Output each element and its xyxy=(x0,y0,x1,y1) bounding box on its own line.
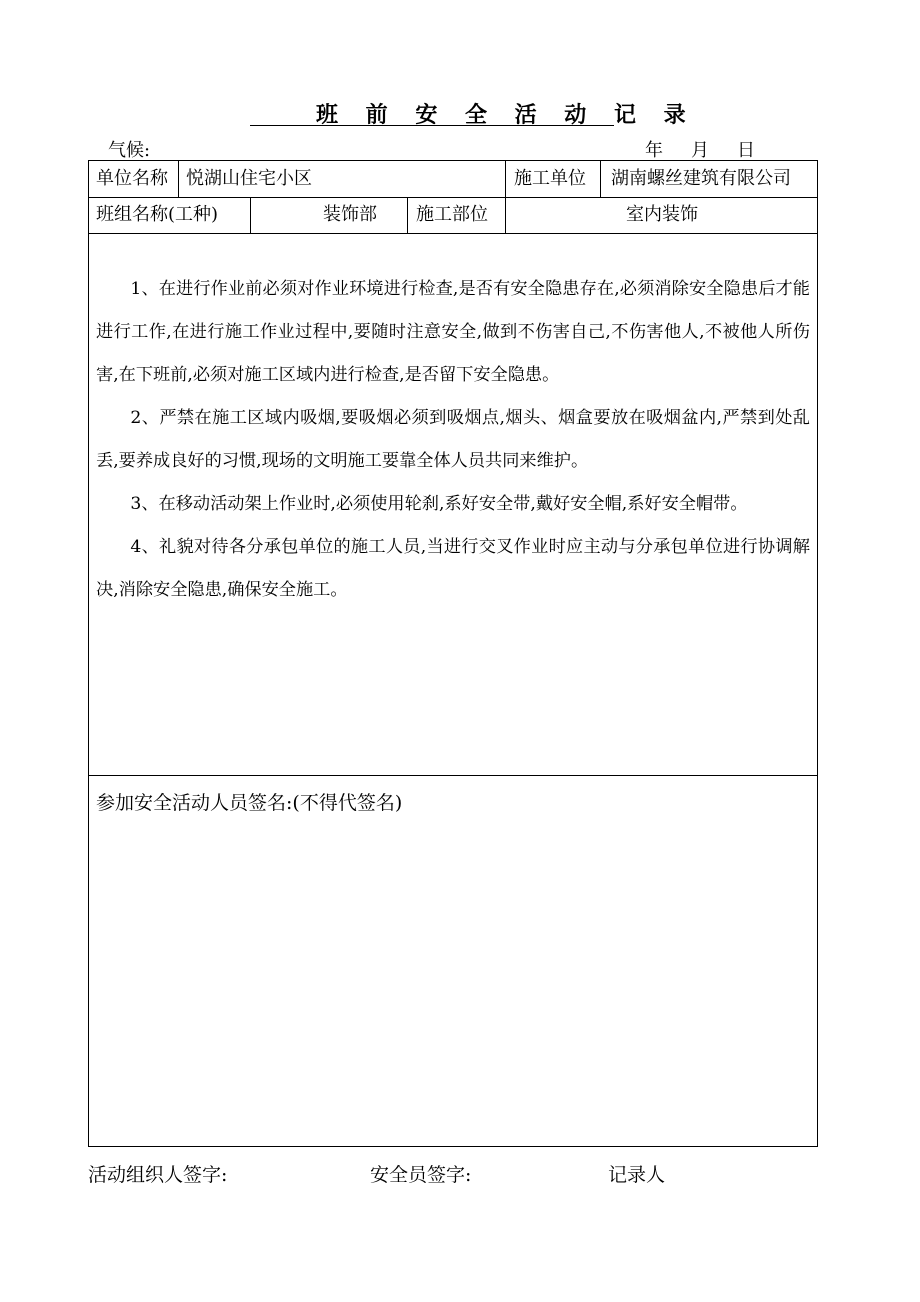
col-divider xyxy=(505,197,506,233)
weather-label: 气候: xyxy=(108,140,151,161)
team-name-label: 班组名称(工种) xyxy=(96,204,219,225)
construction-part-label: 施工部位 xyxy=(416,204,488,225)
col-divider xyxy=(407,197,408,233)
row-divider-2 xyxy=(88,233,818,234)
team-name-value: 装饰部 xyxy=(323,204,377,225)
content-divider xyxy=(88,775,818,776)
participant-signature-label: 参加安全活动人员签名:(不得代签名) xyxy=(96,792,403,814)
recorder-label: 记录人 xyxy=(608,1164,666,1186)
construction-unit-value: 湖南螺丝建筑有限公司 xyxy=(611,168,791,189)
safety-content xyxy=(96,268,810,612)
title-underline xyxy=(250,125,614,126)
row-divider-1 xyxy=(88,197,818,198)
date-line xyxy=(645,136,755,162)
col-divider xyxy=(178,160,179,197)
date-month: 月 xyxy=(691,140,709,161)
col-divider xyxy=(250,197,251,233)
safety-item-3: 3、在移动活动架上作业时,必须使用轮刹,系好安全带,戴好安全帽,系好安全帽带。 xyxy=(130,494,748,514)
organizer-signature-label: 活动组织人签字: xyxy=(88,1164,228,1186)
safety-item-2: 2、严禁在施工区域内吸烟,要吸烟必须到吸烟点,烟头、烟盒要放在吸烟盆内,严禁到处乱丢,要养成良好的习惯,现场的文明施工要靠全体人员共同来维护。 xyxy=(96,408,810,471)
construction-unit-label: 施工单位 xyxy=(514,168,586,189)
safety-item-1: 1、在进行作业前必须对作业环境进行检查,是否有安全隐患存在,必须消除安全隐患后才能进行工作,在进行施工作业过程中,要随时注意安全,做到不伤害自己,不伤害他人,不被他人所伤害,在下班前,必须对施工区域内进行检查,是否留下安全隐患。 xyxy=(96,279,810,385)
unit-name-value: 悦湖山住宅小区 xyxy=(186,168,312,189)
document-title: 班 前 安 全 活 动 记 录 xyxy=(316,102,696,128)
safety-officer-signature-label: 安全员签字: xyxy=(370,1164,472,1186)
col-divider xyxy=(600,160,601,197)
safety-item-4: 4、礼貌对待各分承包单位的施工人员,当进行交叉作业时应主动与分承包单位进行协调解决,消除安全隐患,确保安全施工。 xyxy=(96,537,810,600)
date-year: 年 xyxy=(645,140,663,161)
document-title-block xyxy=(250,98,696,128)
date-day: 日 xyxy=(737,140,755,161)
col-divider xyxy=(505,160,506,197)
construction-part-value: 室内装饰 xyxy=(626,204,698,225)
unit-name-label: 单位名称 xyxy=(96,168,168,189)
